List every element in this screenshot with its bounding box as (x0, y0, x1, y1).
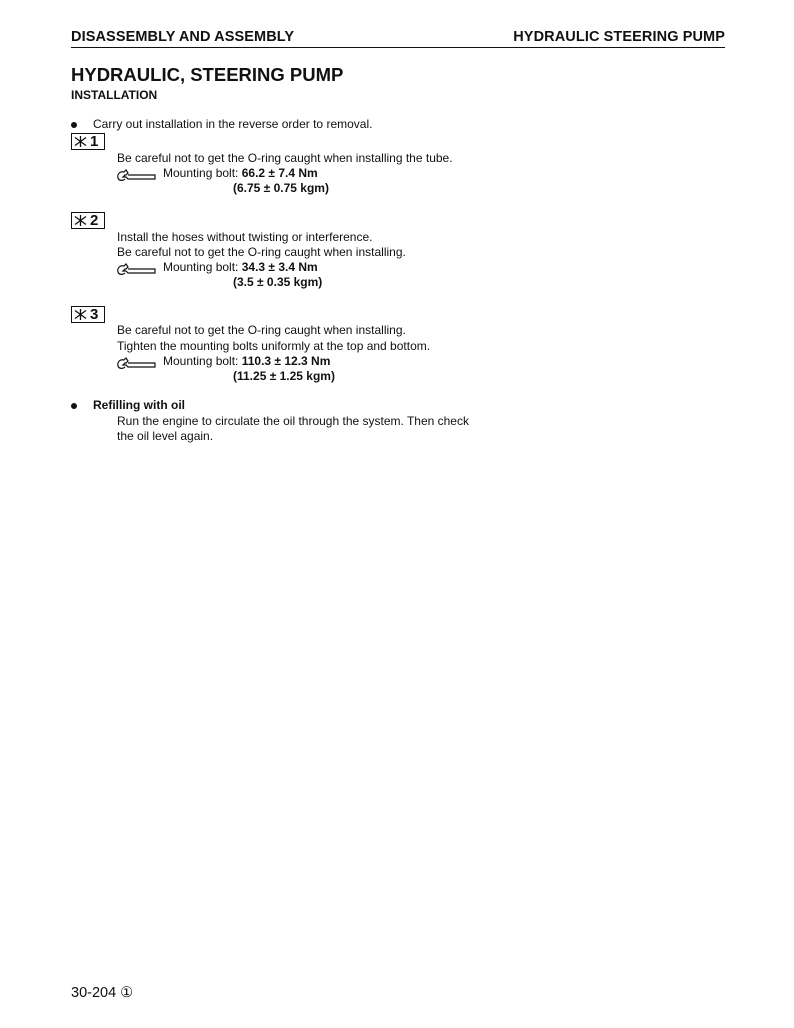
step-3-torque (163, 354, 330, 368)
step-mark-2 (71, 212, 105, 229)
step-2-torque (163, 260, 318, 274)
page-title: HYDRAULIC, STEERING PUMP (71, 64, 344, 85)
bullet-icon (71, 122, 77, 128)
step-mark-3 (71, 306, 105, 323)
refill-line-1: Run the engine to circulate the oil through the system. Then check (117, 414, 469, 428)
page-header (71, 29, 725, 48)
bullet-icon (71, 403, 77, 409)
page-number: 30-204 ① (71, 985, 134, 1001)
asterisk-mark-icon (74, 136, 87, 147)
torque-value: 110.3 ± 12.3 Nm (241, 354, 331, 368)
step-2-line-1: Install the hoses without twisting or interference. (117, 230, 373, 244)
step-mark-1 (71, 133, 105, 150)
wrench-icon (116, 168, 158, 182)
refill-line-2: the oil level again. (117, 429, 214, 443)
refill-title: Refilling with oil (93, 398, 185, 412)
step-number: 2 (90, 212, 99, 229)
step-1-torque (163, 166, 318, 180)
asterisk-mark-icon (74, 215, 87, 226)
step-3-torque-alt: (11.25 ± 1.25 kgm) (233, 369, 335, 383)
section-title: INSTALLATION (71, 88, 158, 102)
header-chapter: DISASSEMBLY AND ASSEMBLY (71, 29, 295, 45)
torque-label: Mounting bolt: (163, 354, 239, 368)
asterisk-mark-icon (74, 309, 87, 320)
torque-value: 34.3 ± 3.4 Nm (241, 260, 318, 274)
torque-label: Mounting bolt: (163, 260, 239, 274)
torque-value: 66.2 ± 7.4 Nm (241, 166, 318, 180)
step-1-torque-alt: (6.75 ± 0.75 kgm) (233, 181, 329, 195)
wrench-icon (116, 262, 158, 276)
step-3-line-1: Be careful not to get the O-ring caught when installing. (117, 323, 406, 337)
header-topic: HYDRAULIC STEERING PUMP (513, 29, 725, 45)
step-1-line-1: Be careful not to get the O-ring caught when installing the tube. (117, 151, 453, 165)
step-number: 3 (90, 306, 99, 323)
step-number: 1 (90, 133, 99, 150)
step-2-line-2: Be careful not to get the O-ring caught when installing. (117, 245, 406, 259)
wrench-icon (116, 356, 158, 370)
step-3-line-2: Tighten the mounting bolts uniformly at the top and bottom. (117, 339, 431, 353)
step-2-torque-alt: (3.5 ± 0.35 kgm) (233, 275, 323, 289)
intro-text: Carry out installation in the reverse order to removal. (93, 117, 373, 131)
torque-label: Mounting bolt: (163, 166, 239, 180)
